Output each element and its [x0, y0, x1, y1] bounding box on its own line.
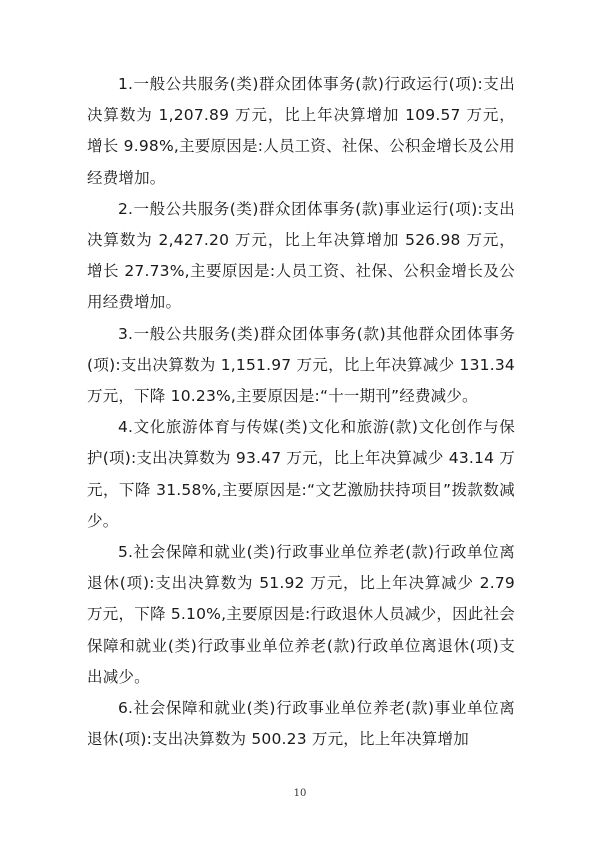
paragraph-6: 6.社会保障和就业(类)行政事业单位养老(款)事业单位离退休(项):支出决算数为 500.23 万元，比上年决算增加	[87, 699, 515, 749]
paragraph-4: 4.文化旅游体育与传媒(类)文化和旅游(款)文化创作与保护(项):支出决算数为 93.47 万元，比上年决算减少 43.14 万元，下降 31.58%,主要原因是:“文艺激励扶持项目”拨款数减少。	[87, 418, 515, 530]
paragraph-3: 3.一般公共服务(类)群众团体事务(款)其他群众团体事务(项):支出决算数为 1,151.97 万元，比上年决算减少 131.34 万元，下降 10.23%,主要原因是:“十一期刊”经费减少。	[87, 324, 515, 406]
body-text	[87, 69, 515, 755]
page-number: 10	[293, 788, 307, 799]
paragraph-1: 1.一般公共服务(类)群众团体事务(款)行政运行(项):支出决算数为 1,207.89 万元，比上年决算增加 109.57 万元，增长 9.98%,主要原因是:人员工资、社保、公积金增长及公用经费增加。	[87, 75, 515, 187]
paragraph-2: 2.一般公共服务(类)群众团体事务(款)事业运行(项):支出决算数为 2,427.20 万元，比上年决算增加 526.98 万元，增长 27.73%,主要原因是:人员工资、社保、公积金增长及公用经费增加。	[87, 199, 515, 312]
paragraph-5: 5.社会保障和就业(类)行政事业单位养老(款)行政单位离退休(项):支出决算数为 51.92 万元，比上年决算减少 2.79 万元，下降 5.10%,主要原因是:行政退休人员减少，因此社会保障和就业(类)行政事业单位养老(款)行政单位离退休(项)支出减少。	[87, 543, 515, 686]
